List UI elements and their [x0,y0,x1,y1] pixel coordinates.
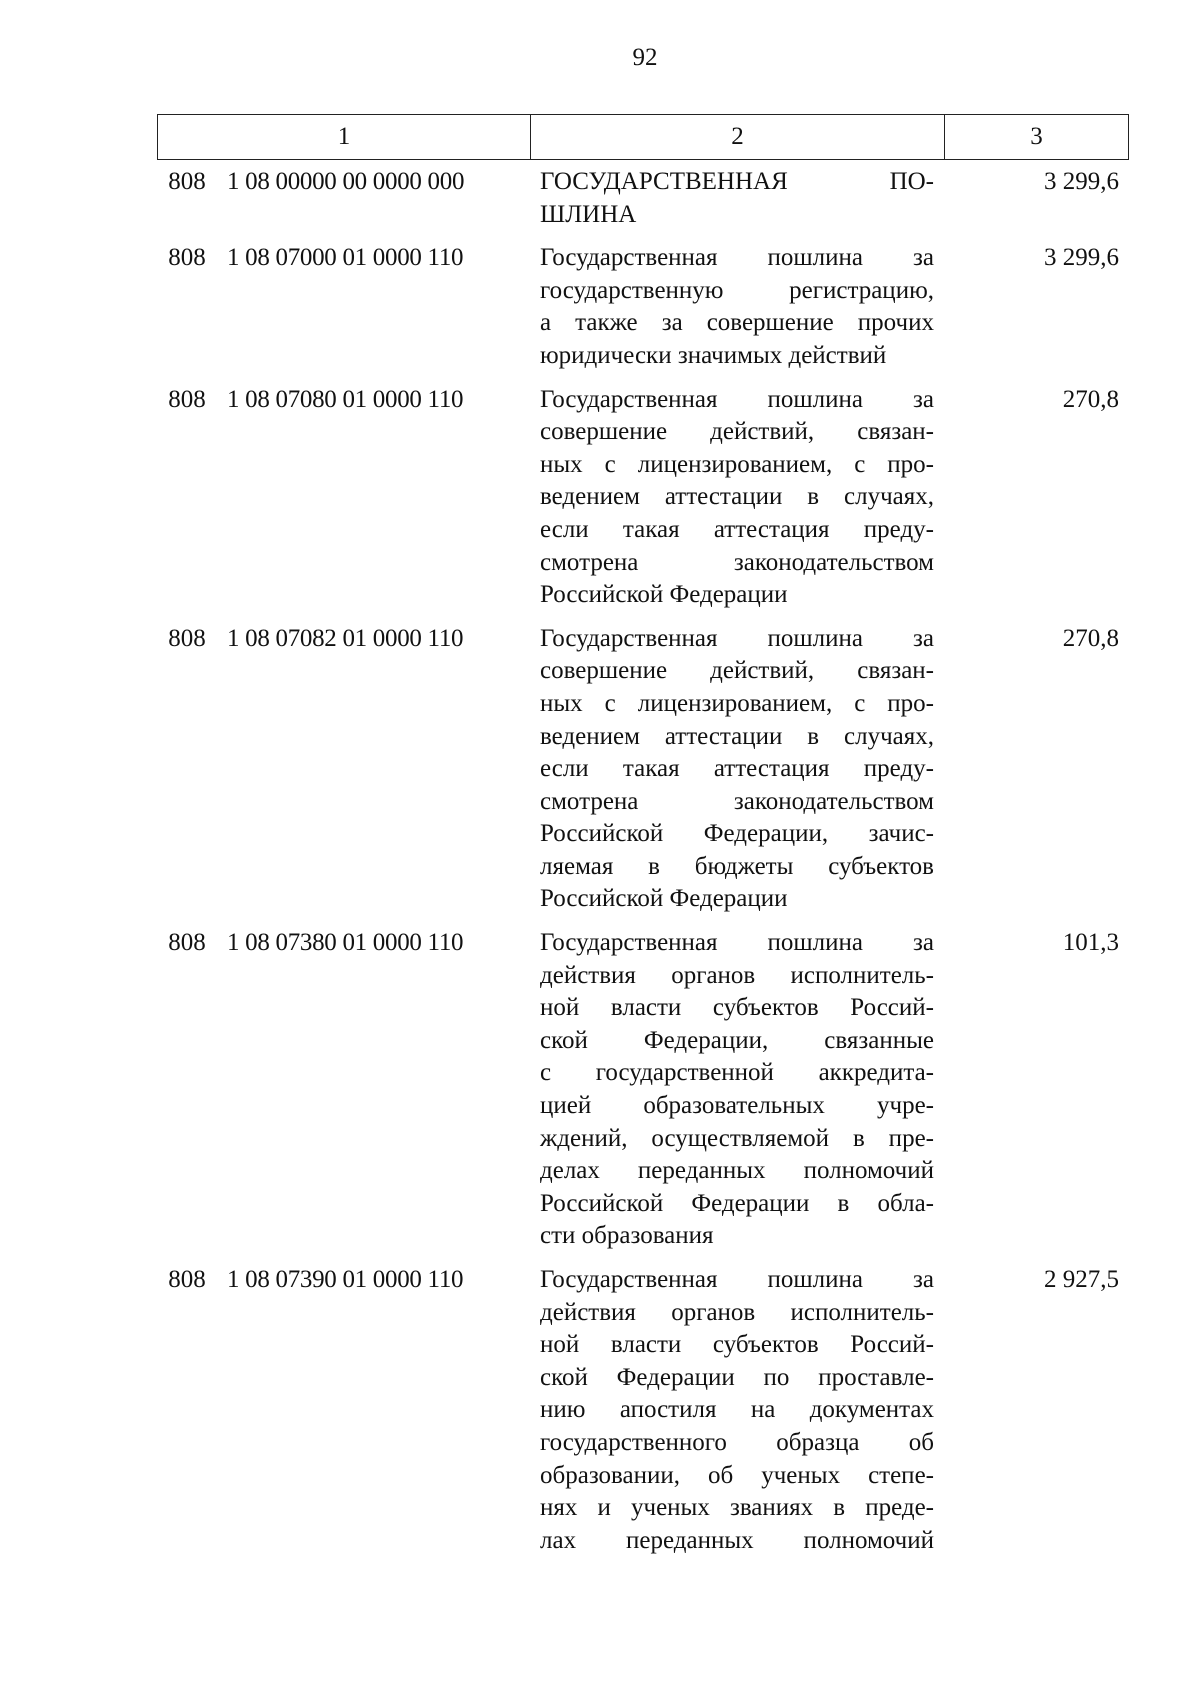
revenue-name [530,384,934,612]
header-col-1: 1 [158,115,531,159]
page-number: 92 [632,44,658,71]
revenue-name-line: действия органов исполнитель- [540,1298,934,1326]
revenue-name-line: смотрена законодательством [540,548,934,576]
revenue-name-line: ГОСУДАРСТВЕННАЯ ПО- [540,168,934,195]
amount: 3 299,6 [1044,168,1119,195]
revenue-name [530,242,934,372]
revenue-name-line: лах переданных полномочий [540,1526,934,1554]
revenue-name-line: нию апостиля на документах [540,1396,934,1424]
revenue-name-line: если такая аттестация преду- [540,515,934,543]
revenue-name-line: если такая аттестация преду- [540,755,934,783]
revenue-name-line: ной власти субъектов Россий- [540,994,934,1022]
table-body [157,166,1129,1568]
revenue-name-line: Российской Федерации в обла- [540,1189,934,1217]
budget-code: 1 08 07082 01 0000 110 [227,624,464,652]
table-row [157,927,1129,1253]
amount: 3 299,6 [1044,244,1119,272]
revenue-name-line: цией образовательных учре- [540,1092,934,1120]
revenue-name-line: Государственная пошлина за [540,624,934,652]
revenue-name-line: образовании, об ученых степе- [540,1461,934,1489]
revenue-name-line: смотрена законодательством [540,787,934,815]
revenue-name-line: а также за совершение прочих [540,309,934,337]
table-row [157,166,1129,231]
table-row [157,623,1129,916]
revenue-name-line: делах переданных полномочий [540,1157,934,1185]
table-row [157,384,1129,612]
revenue-name-line: ляемая в бюджеты субъектов [540,852,934,880]
revenue-name-line: государственную регистрацию, [540,276,934,304]
table-header [157,114,1129,160]
admin-code: 808 [168,244,206,272]
table-row [157,242,1129,372]
header-col-3: 3 [1030,123,1043,150]
revenue-name-line: Государственная пошлина за [540,1266,934,1293]
revenue-name-line: Российской Федерации [540,885,788,913]
revenue-name-line: ШЛИНА [540,200,637,228]
revenue-name-line: ной власти субъектов Россий- [540,1331,934,1359]
revenue-name-line: ных с лицензированием, с про- [540,450,934,478]
revenue-name-line: ской Федерации по проставле- [540,1363,934,1391]
amount: 101,3 [1062,929,1119,957]
amount: 270,8 [1062,385,1119,413]
admin-code: 808 [168,1266,206,1293]
budget-code: 1 08 07390 01 0000 110 [227,1266,464,1293]
revenue-name [530,1264,934,1557]
admin-code: 808 [168,168,206,195]
admin-code: 808 [168,929,206,957]
admin-code: 808 [168,624,206,652]
revenue-name [530,623,934,916]
revenue-name-line: сти образования [540,1222,714,1250]
revenue-name-line: совершение действий, связан- [540,657,934,685]
revenue-name-line: ных с лицензированием, с про- [540,689,934,717]
revenue-name-line: Государственная пошлина за [540,929,934,957]
revenue-name [530,927,934,1253]
revenue-name-line: юридически значимых действий [540,341,887,369]
revenue-name-line: с государственной аккредита- [540,1059,934,1087]
revenue-name-line: действия органов исполнитель- [540,961,934,989]
budget-code: 1 08 07000 01 0000 110 [227,244,464,272]
revenue-name-line: ведением аттестации в случаях, [540,722,934,750]
revenue-name [530,166,934,231]
revenue-name-line: совершение действий, связан- [540,418,934,446]
revenue-name-line: ской Федерации, связанные [540,1026,934,1054]
table-row [157,1264,1129,1557]
revenue-name-line: нях и ученых званиях в преде- [540,1494,934,1522]
revenue-name-line: ждений, осуществляемой в пре- [540,1124,934,1152]
header-col-2: 2 [531,115,945,159]
budget-code: 1 08 00000 00 0000 000 [227,168,465,195]
amount: 270,8 [1062,624,1119,652]
amount: 2 927,5 [1044,1266,1119,1293]
revenue-name-line: Государственная пошлина за [540,385,934,413]
revenue-name-line: Российской Федерации [540,581,788,609]
admin-code: 808 [168,385,206,413]
budget-code: 1 08 07380 01 0000 110 [227,929,464,957]
revenue-name-line: Российской Федерации, зачис- [540,820,934,848]
revenue-name-line: ведением аттестации в случаях, [540,483,934,511]
revenue-name-line: государственного образца об [540,1428,934,1456]
revenue-name-line: Государственная пошлина за [540,244,934,272]
budget-code: 1 08 07080 01 0000 110 [227,385,464,413]
